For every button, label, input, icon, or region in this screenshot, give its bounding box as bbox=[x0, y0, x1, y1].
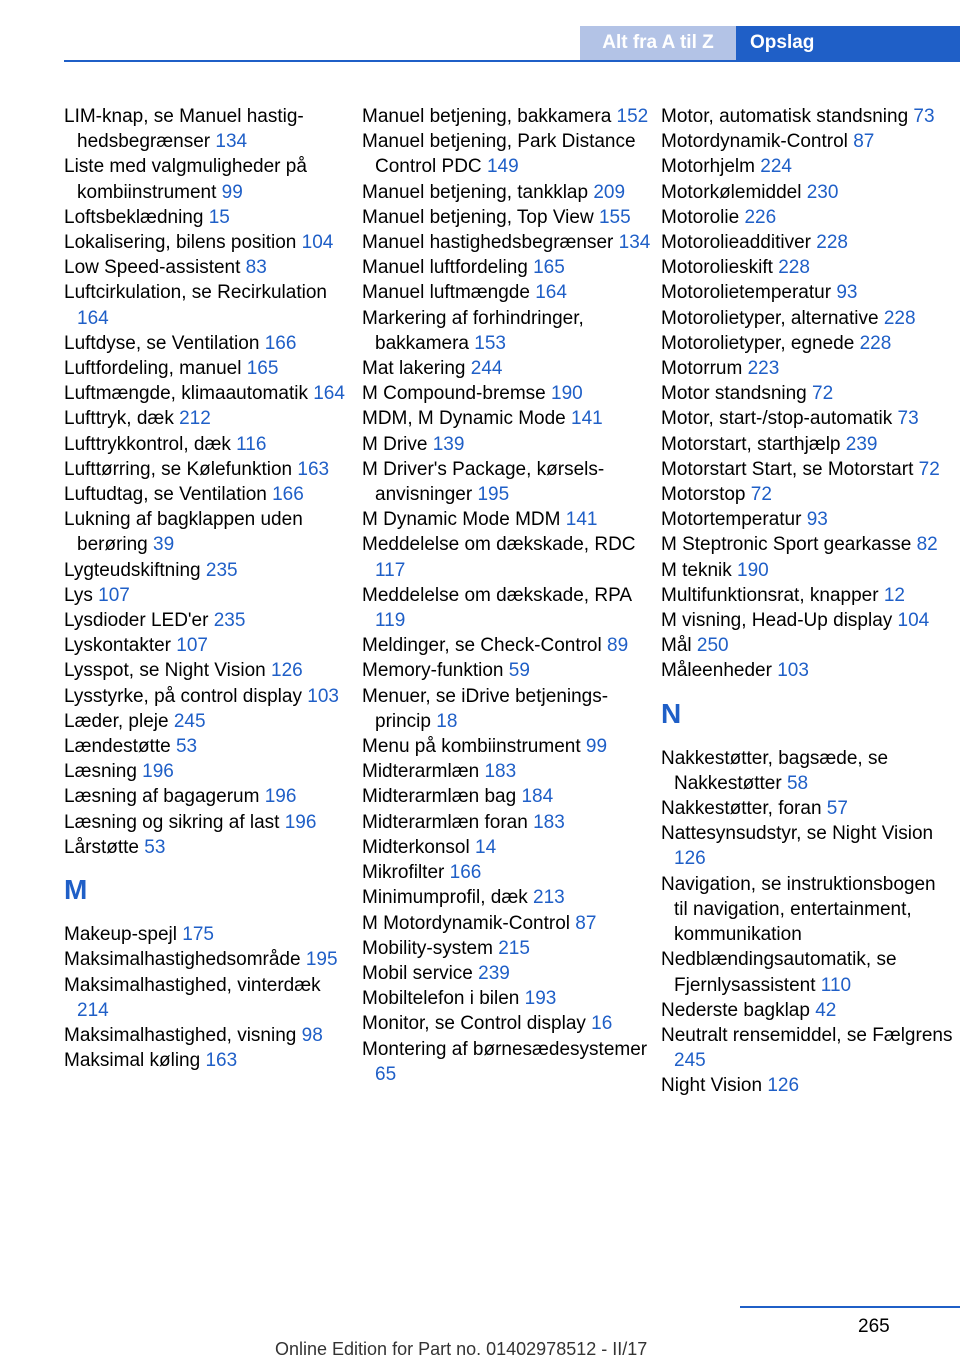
index-entry bbox=[362, 759, 654, 784]
page-link[interactable]: 141 bbox=[571, 408, 603, 430]
entry-term: Meddelelse om dækskade, RDC bbox=[362, 534, 636, 556]
entry-term: Læsning af bagagerum bbox=[64, 786, 260, 808]
index-entry bbox=[362, 734, 654, 759]
page-link[interactable]: 107 bbox=[176, 635, 208, 657]
entry-term: Manuel betjening, Top View bbox=[362, 206, 594, 228]
page-link[interactable]: 72 bbox=[812, 383, 834, 405]
entry-term: Maksimalhastighedsområde bbox=[64, 949, 301, 971]
entry-term: Lufttrykkontrol, dæk bbox=[64, 433, 231, 455]
entry-term: Maksimalhastighed, vinterdæk bbox=[64, 974, 321, 996]
entry-term: Læsning og sikring af last bbox=[64, 811, 280, 833]
page-link[interactable]: 103 bbox=[307, 685, 339, 707]
index-entry bbox=[661, 796, 953, 821]
entry-term: Lygteudskiftning bbox=[64, 559, 201, 581]
page-link[interactable]: 117 bbox=[375, 559, 406, 581]
index-entry bbox=[661, 180, 953, 205]
entry-term: Lændestøtte bbox=[64, 736, 171, 758]
edition-footer: Online Edition for Part no. 01402978512 - II/17 bbox=[275, 1339, 648, 1359]
entry-term: Lysstyrke, på control display bbox=[64, 685, 302, 707]
index-entry bbox=[64, 482, 356, 507]
entry-term: Luftmængde, klimaautomatik bbox=[64, 383, 308, 405]
index-entry bbox=[64, 922, 356, 947]
index-entry bbox=[64, 507, 356, 557]
index-entry bbox=[661, 306, 953, 331]
page-link[interactable]: 82 bbox=[916, 534, 938, 556]
index-entry bbox=[362, 911, 654, 936]
entry-term: Lufttryk, dæk bbox=[64, 408, 174, 430]
page-link[interactable]: 57 bbox=[826, 798, 848, 820]
index-entry bbox=[661, 608, 953, 633]
page-link[interactable]: 110 bbox=[820, 974, 852, 996]
index-entry bbox=[362, 255, 654, 280]
page-link[interactable]: 239 bbox=[478, 962, 510, 984]
page-link[interactable]: 42 bbox=[815, 999, 837, 1021]
index-entry bbox=[661, 633, 953, 658]
entry-term: Lyskontakter bbox=[64, 635, 172, 657]
index-entry bbox=[362, 936, 654, 961]
page-link[interactable]: 58 bbox=[786, 772, 809, 794]
index-entry bbox=[64, 835, 356, 860]
index-entry bbox=[362, 306, 654, 356]
page-link[interactable]: 53 bbox=[144, 836, 166, 858]
page-link[interactable]: 134 bbox=[618, 232, 651, 254]
page-link[interactable]: 228 bbox=[778, 257, 810, 279]
page-link[interactable]: 190 bbox=[551, 383, 583, 405]
page-link[interactable]: 104 bbox=[301, 232, 334, 254]
page-link[interactable]: 235 bbox=[205, 559, 238, 581]
entry-term: Lysspot, se Night Vision bbox=[64, 660, 266, 682]
index-column-1 bbox=[64, 104, 356, 1073]
page-link[interactable]: 193 bbox=[524, 988, 557, 1010]
index-entry bbox=[661, 280, 953, 305]
page-link[interactable]: 195 bbox=[477, 484, 510, 506]
index-entry bbox=[64, 381, 356, 406]
index-entry bbox=[362, 280, 654, 305]
index-entry bbox=[661, 356, 953, 381]
entry-term: Lysdioder LED'er bbox=[64, 610, 209, 632]
index-entry bbox=[362, 784, 654, 809]
page-link[interactable]: 165 bbox=[533, 257, 565, 279]
entry-term: Mobility-system bbox=[362, 937, 493, 959]
index-entry bbox=[661, 432, 953, 457]
page-link[interactable]: 209 bbox=[593, 181, 626, 203]
entry-term: M Steptronic Sport gearkasse bbox=[661, 534, 912, 556]
page-number: 265 bbox=[858, 1316, 890, 1337]
entry-term: Maksimal køling bbox=[64, 1050, 201, 1072]
index-entry bbox=[64, 331, 356, 356]
index-entry bbox=[661, 457, 953, 482]
entry-term: Nedblændingsautomatik, se Fjernlysassistent bbox=[661, 949, 897, 996]
page-link[interactable]: 99 bbox=[585, 736, 608, 758]
index-entry bbox=[362, 684, 654, 734]
entry-term: Nederste bagklap bbox=[661, 999, 810, 1021]
index-entry bbox=[64, 583, 356, 608]
index-entry bbox=[64, 280, 356, 330]
entry-term: Makeup-spejl bbox=[64, 924, 177, 946]
entry-term: Menu på kombiinstrument bbox=[362, 736, 581, 758]
index-entry bbox=[661, 205, 953, 230]
index-entry bbox=[64, 255, 356, 280]
index-entry bbox=[362, 356, 654, 381]
index-entry bbox=[362, 432, 654, 457]
index-entry bbox=[362, 860, 654, 885]
index-entry bbox=[362, 532, 654, 582]
page-link[interactable]: 93 bbox=[806, 509, 828, 531]
index-entry bbox=[661, 821, 953, 871]
page-link[interactable]: 139 bbox=[432, 433, 465, 455]
page-link[interactable]: 152 bbox=[616, 106, 649, 127]
index-entry bbox=[64, 230, 356, 255]
page-link[interactable]: 116 bbox=[236, 433, 267, 455]
entry-term: M visning, Head-Up display bbox=[661, 610, 893, 632]
active-tab-opslag[interactable]: Opslag bbox=[736, 26, 960, 60]
index-entry bbox=[64, 633, 356, 658]
index-entry bbox=[64, 154, 356, 204]
entry-term: Lukning af bagklappen uden berøring bbox=[64, 509, 303, 556]
index-entry bbox=[64, 1023, 356, 1048]
entry-term: Meldinger, se Check-Control bbox=[362, 635, 602, 657]
entry-term: Liste med valgmuligheder på kombiinstrument bbox=[64, 156, 307, 203]
entry-term: Memory-funktion bbox=[362, 660, 504, 682]
index-entry bbox=[64, 1048, 356, 1073]
entry-term: Lårstøtte bbox=[64, 836, 139, 858]
index-entry bbox=[64, 432, 356, 457]
entry-term: M Drive bbox=[362, 433, 428, 455]
index-entry bbox=[362, 230, 654, 255]
entry-term: M teknik bbox=[661, 559, 732, 581]
entry-term: Motorolieadditiver bbox=[661, 232, 811, 254]
entry-term: Luftudtag, se Ventilation bbox=[64, 484, 267, 506]
index-entry bbox=[661, 872, 953, 948]
index-entry bbox=[661, 331, 953, 356]
index-entry bbox=[362, 1011, 654, 1036]
page-link[interactable]: 155 bbox=[598, 206, 631, 228]
section-tab[interactable]: Alt fra A til Z bbox=[580, 26, 736, 60]
page-link[interactable]: 12 bbox=[883, 584, 905, 606]
index-entry bbox=[362, 129, 654, 179]
index-entry bbox=[362, 961, 654, 986]
entry-term: Motorolietyper, egnede bbox=[661, 332, 855, 354]
index-entry bbox=[661, 583, 953, 608]
index-entry bbox=[661, 1073, 953, 1098]
entry-term: Luftcirkulation, se Recirkulation bbox=[64, 282, 327, 304]
page-link[interactable]: 214 bbox=[77, 999, 109, 1021]
entry-term: Neutralt rensemiddel, se Fælgrens bbox=[661, 1024, 953, 1046]
entry-term: Menuer, se iDrive betjeningsprincip bbox=[362, 685, 609, 732]
index-entry bbox=[661, 381, 953, 406]
index-entry bbox=[362, 986, 654, 1011]
footer-rule bbox=[740, 1306, 960, 1308]
entry-term: Monitor, se Control display bbox=[362, 1013, 586, 1035]
index-entry bbox=[661, 255, 953, 280]
entry-term: Montering af børnesædesystemer bbox=[362, 1038, 648, 1060]
page-link[interactable]: 223 bbox=[747, 358, 780, 380]
entry-term: Low Speed-assistent bbox=[64, 257, 241, 279]
entry-term: Mikrofilter bbox=[362, 862, 445, 884]
entry-term: Midterarmlæn bag bbox=[362, 786, 517, 808]
page-link[interactable]: 213 bbox=[533, 887, 565, 909]
entry-term: Motordynamik-Control bbox=[661, 131, 848, 153]
index-entry bbox=[362, 835, 654, 860]
page-link[interactable]: 226 bbox=[744, 206, 777, 228]
page-link[interactable]: 18 bbox=[436, 710, 458, 732]
index-entry bbox=[661, 154, 953, 179]
entry-term: Motorstart, starthjælp bbox=[661, 433, 841, 455]
index-entry bbox=[661, 482, 953, 507]
index-entry bbox=[661, 558, 953, 583]
page-link[interactable]: 175 bbox=[182, 924, 214, 946]
page-link[interactable]: 16 bbox=[591, 1013, 613, 1035]
page-link[interactable]: 183 bbox=[484, 761, 517, 783]
page-link[interactable]: 163 bbox=[205, 1050, 238, 1072]
page-link[interactable]: 166 bbox=[272, 484, 304, 506]
index-entry bbox=[64, 947, 356, 972]
page-link[interactable]: 153 bbox=[474, 332, 506, 354]
entry-term: Nakkestøtter, bagsæde, se Nakkestøtter bbox=[661, 747, 889, 794]
header-rule bbox=[64, 60, 960, 62]
page-link[interactable]: 235 bbox=[213, 610, 246, 632]
page-link[interactable]: 196 bbox=[142, 761, 174, 783]
entry-term: Motortemperatur bbox=[661, 509, 802, 531]
page-link[interactable]: 239 bbox=[845, 433, 878, 455]
entry-term: Lokalisering, bilens position bbox=[64, 232, 297, 254]
page-link[interactable]: 89 bbox=[607, 635, 629, 657]
index-entry bbox=[661, 104, 953, 129]
page-link[interactable]: 73 bbox=[897, 408, 919, 430]
entry-term: Motorolieskift bbox=[661, 257, 773, 279]
index-entry bbox=[64, 457, 356, 482]
entry-term: Mobil service bbox=[362, 962, 473, 984]
index-entry bbox=[362, 406, 654, 431]
page-link[interactable]: 250 bbox=[696, 635, 729, 657]
entry-term: M Motordynamik-Control bbox=[362, 912, 570, 934]
entry-term: Minimumprofil, dæk bbox=[362, 887, 528, 909]
page-link[interactable]: 53 bbox=[175, 736, 198, 758]
index-entry bbox=[64, 684, 356, 709]
page-link[interactable]: 228 bbox=[859, 332, 892, 354]
page-link[interactable]: 164 bbox=[313, 383, 345, 405]
entry-term: Midterarmlæn bbox=[362, 761, 480, 783]
index-entry bbox=[362, 1037, 654, 1087]
index-entry bbox=[661, 746, 953, 796]
entry-term: Manuel luftfordeling bbox=[362, 257, 528, 279]
index-entry bbox=[64, 608, 356, 633]
page-link[interactable]: 134 bbox=[215, 131, 248, 153]
page-link[interactable]: 245 bbox=[173, 710, 206, 732]
entry-term: Manuel betjening, Park Distance Control PDC bbox=[362, 131, 636, 178]
index-entry bbox=[64, 205, 356, 230]
entry-term: Mat lakering bbox=[362, 358, 466, 380]
entry-term: Midterarmlæn foran bbox=[362, 811, 528, 833]
page-link[interactable]: 39 bbox=[153, 534, 175, 556]
page-link[interactable]: 104 bbox=[897, 610, 930, 632]
entry-term: Luftfordeling, manuel bbox=[64, 358, 242, 380]
page-link[interactable]: 15 bbox=[208, 206, 230, 228]
page-link[interactable]: 196 bbox=[264, 786, 297, 808]
index-entry bbox=[64, 558, 356, 583]
page-link[interactable]: 149 bbox=[486, 156, 519, 178]
page-link[interactable]: 196 bbox=[284, 811, 317, 833]
page-header bbox=[0, 0, 960, 62]
index-entry bbox=[64, 356, 356, 381]
page-link[interactable]: 119 bbox=[375, 610, 406, 632]
entry-term: Læsning bbox=[64, 761, 137, 783]
page-link[interactable]: 98 bbox=[301, 1024, 323, 1046]
entry-term: Luftdyse, se Ventilation bbox=[64, 332, 260, 354]
page-link[interactable]: 164 bbox=[77, 307, 109, 329]
page-link[interactable]: 183 bbox=[533, 811, 565, 833]
section-letter: M bbox=[64, 874, 88, 906]
index-column-2 bbox=[362, 104, 654, 1087]
entry-term: Manuel betjening, bakkamera bbox=[362, 106, 612, 127]
page-link[interactable]: 87 bbox=[575, 912, 597, 934]
index-entry bbox=[661, 532, 953, 557]
entry-term: Motorstop bbox=[661, 484, 746, 506]
page-link[interactable]: 126 bbox=[271, 660, 303, 682]
entry-term: LIM-knap, se Manuel hastighedsbegrænser bbox=[64, 106, 304, 153]
entry-term: Motorkølemiddel bbox=[661, 181, 802, 203]
entry-term: Night Vision bbox=[661, 1075, 763, 1097]
index-entry bbox=[661, 947, 953, 997]
index-entry bbox=[362, 205, 654, 230]
page-link[interactable]: 166 bbox=[449, 862, 482, 884]
index-entry bbox=[64, 973, 356, 1023]
index-entry bbox=[362, 885, 654, 910]
page-link[interactable]: 195 bbox=[305, 949, 338, 971]
page-link[interactable]: 166 bbox=[264, 332, 297, 354]
section-letter: N bbox=[661, 697, 682, 729]
entry-term: Mål bbox=[661, 635, 692, 657]
page-link[interactable]: 87 bbox=[853, 131, 875, 153]
entry-term: Motorolie bbox=[661, 206, 740, 228]
entry-term: M Dynamic Mode MDM bbox=[362, 509, 561, 531]
index-entry bbox=[64, 709, 356, 734]
entry-term: Nattesynsudstyr, se Night Vision bbox=[661, 823, 934, 845]
entry-term: M Compound-bremse bbox=[362, 383, 546, 405]
entry-term: Motorhjelm bbox=[661, 156, 755, 178]
page-link[interactable]: 141 bbox=[565, 509, 598, 531]
entry-term: Multifunktionsrat, knapper bbox=[661, 584, 879, 606]
page-link[interactable]: 165 bbox=[246, 358, 279, 380]
index-entry bbox=[362, 583, 654, 633]
entry-term: Måleenheder bbox=[661, 660, 772, 682]
page-link[interactable]: 164 bbox=[535, 282, 567, 304]
entry-term: Motorolietyper, alternative bbox=[661, 307, 879, 329]
entry-term: Lufttørring, se Kølefunktion bbox=[64, 458, 293, 480]
page-link[interactable]: 245 bbox=[674, 1050, 706, 1072]
index-entry bbox=[362, 104, 654, 129]
index-entry bbox=[362, 180, 654, 205]
page-link[interactable]: 126 bbox=[767, 1075, 800, 1097]
page-link[interactable]: 73 bbox=[913, 106, 935, 127]
index-entry bbox=[64, 784, 356, 809]
page-link[interactable]: 215 bbox=[498, 937, 530, 959]
entry-term: Motor, automatisk standsning bbox=[661, 106, 909, 127]
entry-term: Motor standsning bbox=[661, 383, 807, 405]
entry-term: Midterkonsol bbox=[362, 836, 470, 858]
page-link[interactable]: 65 bbox=[375, 1063, 397, 1085]
page-link[interactable]: 99 bbox=[221, 181, 243, 203]
entry-term: Manuel betjening, tankklap bbox=[362, 181, 589, 203]
page-link[interactable]: 224 bbox=[760, 156, 792, 178]
index-entry bbox=[362, 457, 654, 507]
index-entry bbox=[362, 658, 654, 683]
index-entry bbox=[362, 633, 654, 658]
entry-term: Manuel luftmængde bbox=[362, 282, 530, 304]
page-link[interactable]: 14 bbox=[475, 836, 497, 858]
index-entry bbox=[661, 129, 953, 154]
entry-term: Læder, pleje bbox=[64, 710, 169, 732]
index-entry bbox=[661, 1023, 953, 1073]
entry-term: Motorolietemperatur bbox=[661, 282, 832, 304]
page-link[interactable]: 126 bbox=[674, 848, 706, 870]
index-entry bbox=[64, 406, 356, 431]
page-link[interactable]: 163 bbox=[297, 458, 330, 480]
index-entry bbox=[362, 507, 654, 532]
entry-term: Maksimalhastighed, visning bbox=[64, 1024, 297, 1046]
page-link[interactable]: 103 bbox=[777, 660, 809, 682]
entry-term: Loftsbeklædning bbox=[64, 206, 204, 228]
page-link[interactable]: 72 bbox=[750, 484, 772, 506]
index-entry bbox=[661, 998, 953, 1023]
entry-term: Motor, start-/stop-automatik bbox=[661, 408, 893, 430]
entry-term: Markering af forhindringer, bakkamera bbox=[362, 307, 584, 354]
index-column-3 bbox=[661, 104, 953, 1099]
page-link[interactable]: 244 bbox=[470, 358, 503, 380]
index-entry bbox=[64, 810, 356, 835]
index-entry bbox=[661, 230, 953, 255]
page-link[interactable]: 184 bbox=[521, 786, 554, 808]
page-link[interactable]: 230 bbox=[806, 181, 839, 203]
index-entry bbox=[64, 759, 356, 784]
index-entry bbox=[64, 734, 356, 759]
index-entry bbox=[362, 381, 654, 406]
page-link[interactable]: 212 bbox=[179, 408, 211, 430]
page-link[interactable]: 190 bbox=[737, 559, 769, 581]
entry-term: Nakkestøtter, foran bbox=[661, 798, 822, 820]
index-entry bbox=[661, 507, 953, 532]
entry-term: Meddelelse om dækskade, RPA bbox=[362, 584, 631, 606]
entry-term: MDM, M Dynamic Mode bbox=[362, 408, 566, 430]
entry-term: Lys bbox=[64, 584, 93, 606]
page-link[interactable]: 228 bbox=[883, 307, 916, 329]
entry-term: Navigation, se instruktionsbogen til navigation, entertainment, kommunikation bbox=[661, 873, 936, 946]
index-entry bbox=[64, 104, 356, 154]
page-link[interactable]: 107 bbox=[98, 584, 130, 606]
page-link[interactable]: 228 bbox=[816, 232, 848, 254]
page-link[interactable]: 93 bbox=[836, 282, 858, 304]
entry-term: Motorrum bbox=[661, 358, 743, 380]
page-link[interactable]: 59 bbox=[508, 660, 530, 682]
index-entry bbox=[661, 406, 953, 431]
entry-term: Motorstart Start, se Motorstart bbox=[661, 458, 914, 480]
page-link[interactable]: 83 bbox=[245, 257, 267, 279]
index-entry bbox=[661, 658, 953, 683]
index-entry bbox=[362, 810, 654, 835]
entry-term: M Driver's Package, kørselsanvisninger bbox=[362, 458, 605, 506]
page-link[interactable]: 72 bbox=[918, 458, 940, 480]
entry-term: Manuel hastighedsbegrænser bbox=[362, 232, 614, 254]
index-entry bbox=[64, 658, 356, 683]
entry-term: Mobiltelefon i bilen bbox=[362, 988, 520, 1010]
